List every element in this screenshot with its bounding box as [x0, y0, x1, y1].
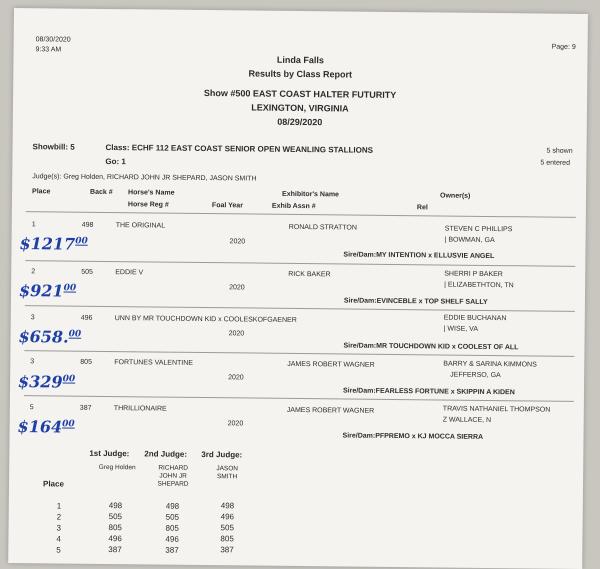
jt-place: 4 — [56, 534, 61, 544]
page-number: Page: 9 — [551, 43, 576, 51]
jt-judge2: 805 — [165, 523, 179, 533]
handwritten-payout: $\$329^{00}$ — [17, 372, 76, 392]
entry-sire-dam: Sire/Dam:PFPREMO x KJ MOCCA SIERRA — [342, 432, 484, 441]
jt-place: 2 — [56, 512, 62, 522]
entry-year: 2020 — [229, 238, 246, 246]
entry-year: 2020 — [228, 374, 244, 382]
entry-owner: STEVEN C PHILLIPS — [444, 225, 513, 234]
jt-judge2: 387 — [165, 545, 179, 555]
entry-horse: FORTUNES VALENTINE — [114, 359, 194, 367]
entry-exhibitor: JAMES ROBERT WAGNER — [287, 360, 375, 369]
col-owner: Owner(s) — [440, 192, 471, 200]
judge1-name: Greg Holden — [98, 463, 136, 472]
jt-judge3: 805 — [220, 534, 234, 544]
org-name: Linda Falls — [276, 54, 325, 66]
entry-sire-dam: Sire/Dam:MR TOUCHDOWN KID x COOLEST OF ALL — [343, 342, 519, 352]
jt-judge3: 496 — [220, 512, 235, 522]
entry-sire-dam: Sire/Dam:MY INTENTION x ELLUSVIE ANGEL — [343, 251, 495, 261]
entry-sire-dam: Sire/Dam:EVINCEBLE x TOP SHELF SALLY — [343, 297, 488, 306]
entry-place: 3 — [30, 358, 35, 366]
shown-count: 5 shown — [546, 147, 573, 155]
row-divider — [25, 260, 575, 267]
row-divider — [24, 395, 574, 402]
entry-owner-location: | WISE, VA — [443, 325, 479, 333]
entry-owner-location: JEFFERSO, GA — [450, 371, 501, 380]
header-divider — [26, 211, 576, 218]
jt-judge1: 496 — [108, 534, 122, 544]
jt-judge1: 387 — [108, 545, 122, 555]
entry-place: 3 — [30, 314, 35, 322]
class-name: Class: ECHF 112 EAST COAST SENIOR OPEN WEANLING STALLIONS — [105, 142, 374, 155]
showbill: Showbill: 5 — [32, 142, 75, 152]
row-divider — [24, 350, 574, 357]
print-time: 9:33 AM — [35, 46, 62, 54]
handwritten-payout: $1217$^{00}$ — [19, 234, 88, 254]
judges-place-label: Place — [42, 479, 64, 489]
jt-place: 5 — [56, 545, 61, 555]
entry-exhibitor: JAMES ROBERT WAGNER — [286, 406, 375, 415]
report-sheet — [8, 8, 588, 569]
judges-line: Judge(s): Greg Holden, RICHARD JOHN JR SHEPARD, JASON SMITH — [32, 173, 257, 183]
report-title: Results by Class Report — [248, 68, 353, 80]
entry-exhibitor: RONALD STRATTON — [288, 223, 357, 232]
entry-owner-location: | ELIZABETHTON, TN — [444, 281, 514, 290]
judge2-heading: 2nd Judge: — [144, 449, 188, 459]
entry-exhibitor: RICK BAKER — [288, 270, 331, 279]
entry-owner: TRAVIS NATHANIEL THOMPSON — [442, 405, 551, 414]
jt-judge1: 498 — [108, 501, 123, 511]
col-horse-name: Horse's Name — [128, 189, 175, 197]
jt-place: 3 — [56, 523, 62, 533]
entry-year: 2020 — [228, 330, 245, 338]
entry-horse: EDDIE V — [115, 269, 144, 277]
entry-back: 496 — [80, 314, 93, 322]
entry-place: 1 — [31, 221, 36, 229]
handwritten-payout: $\$164^{00}$ — [17, 417, 75, 437]
entry-owner: SHERRI P BAKER — [444, 270, 503, 279]
entry-back: 498 — [81, 221, 94, 229]
entry-horse: THRILLIONAIRE — [113, 405, 167, 413]
go-number: Go: 1 — [105, 156, 126, 167]
judge1-heading: 1st Judge: — [89, 448, 130, 459]
show-title: Show #500 EAST COAST HALTER FUTURITY — [203, 87, 397, 101]
jt-judge3: 387 — [220, 545, 234, 555]
jt-judge3: 498 — [220, 501, 235, 511]
judge2-name: RICHARD JOHN JR SHEPARD — [157, 464, 189, 488]
entry-place: 2 — [31, 268, 36, 276]
jt-judge2: 496 — [165, 534, 179, 544]
entry-sire-dam: Sire/Dam:FEARLESS FORTUNE x SKIPPIN A KIDEN — [342, 387, 515, 397]
col-exhibitor: Exhibitor's Name — [282, 190, 340, 199]
entry-place: 5 — [29, 404, 34, 412]
entered-count: 5 entered — [540, 159, 571, 167]
entry-horse: UNN BY MR TOUCHDOWN KID x COOLESKOFGAENER — [114, 315, 297, 324]
entry-owner: EDDIE BUCHANAN — [443, 314, 507, 323]
col-foal-year: Foal Year — [211, 202, 243, 210]
col-exhib-assn: Exhib Assn # — [271, 202, 316, 211]
col-back: Back # — [90, 188, 113, 197]
jt-judge1: 505 — [108, 512, 123, 522]
entry-back: 387 — [79, 404, 92, 412]
entry-back: 505 — [81, 268, 93, 276]
col-rel: Rel — [416, 204, 428, 212]
jt-judge3: 505 — [220, 523, 234, 533]
entry-owner-location: Z WALLACE, N — [442, 416, 492, 425]
entry-owner-location: | BOWMAN, GA — [444, 236, 495, 245]
show-location: LEXINGTON, VIRGINIA — [251, 102, 349, 114]
entry-horse: THE ORIGINAL — [115, 222, 166, 230]
show-date: 08/29/2020 — [277, 116, 323, 128]
handwritten-payout: $\$921^{00}$ — [18, 281, 77, 301]
col-horse-reg: Horse Reg # — [127, 201, 169, 209]
judge3-name: JASON SMITH — [216, 465, 239, 481]
handwritten-payout: $658.00 — [18, 327, 82, 347]
jt-judge1: 805 — [108, 523, 122, 533]
entry-year: 2020 — [229, 284, 245, 292]
entry-back: 805 — [80, 358, 93, 366]
print-date: 08/30/2020 — [35, 36, 71, 44]
col-place: Place — [32, 188, 51, 196]
jt-judge2: 498 — [165, 501, 180, 511]
jt-place: 1 — [56, 501, 62, 511]
row-divider — [25, 305, 575, 312]
entry-owner: BARRY & SARINA KIMMONS — [443, 360, 537, 369]
entry-year: 2020 — [227, 420, 244, 428]
jt-judge2: 505 — [165, 512, 180, 522]
judge3-heading: 3rd Judge: — [201, 449, 243, 460]
